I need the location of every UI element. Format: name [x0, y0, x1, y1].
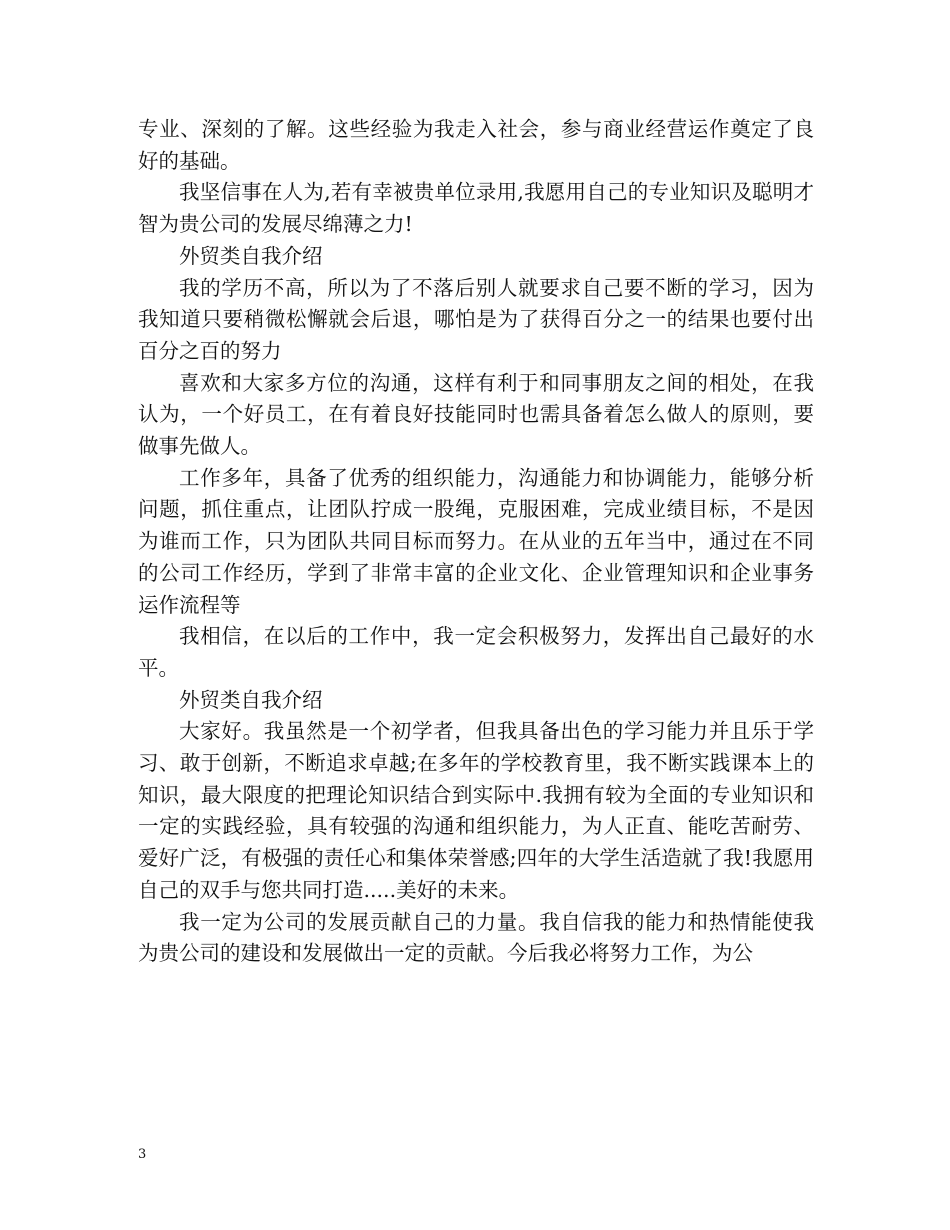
page-number: 3: [138, 1147, 147, 1162]
document-body: [138, 114, 814, 970]
paragraph-2: 我坚信事在人为,若有幸被贵单位录用,我愿用自己的专业知识及聪明才智为贵公司的发展尽绵薄之力!: [138, 180, 814, 237]
paragraph-8: 我一定为公司的发展贡献自己的力量。我自信我的能力和热情能使我为贵公司的建设和发展做出一定的贡献。今后我必将努力工作，为公: [138, 909, 814, 966]
section-heading-2: 外贸类自我介绍: [179, 687, 323, 712]
paragraph-3: 我的学历不高，所以为了不落后别人就要求自己要不断的学习，因为我知道只要稍微松懈就会后退，哪怕是为了获得百分之一的结果也要付出百分之百的努力: [138, 275, 814, 363]
paragraph-4: 喜欢和大家多方位的沟通，这样有利于和同事朋友之间的相处，在我认为，一个好员工，在有着良好技能同时也需具备着怎么做人的原则，要做事先做人。: [138, 370, 814, 459]
paragraph-1: 专业、深刻的了解。这些经验为我走入社会，参与商业经营运作奠定了良好的基础。: [138, 117, 814, 173]
paragraph-7: 大家好。我虽然是一个初学者，但我具备出色的学习能力并且乐于学习、敢于创新，不断追求卓越;在多年的学校教育里，我不断实践课本上的知识，最大限度的把理论知识结合到实际中.我拥有较为全面的专业知识和一定的实践经验，具有较强的沟通和组织能力，为人正直、能吃苦耐劳、爱好广泛，有极强的责任心和集体荣誉感;四年的大学生活造就了我!我愿用自己的双手与您共同打造.....美好的未来。: [138, 719, 814, 902]
paragraph-5: 工作多年，具备了优秀的组织能力，沟通能力和协调能力，能够分析问题，抓住重点，让团队拧成一股绳，克服困难，完成业绩目标，不是因为谁而工作，只为团队共同目标而努力。在从业的五年当中，通过在不同的公司工作经历，学到了非常丰富的企业文化、企业管理知识和企业事务运作流程等: [138, 465, 814, 617]
paragraph-6: 我相信，在以后的工作中，我一定会积极努力，发挥出自己最好的水平。: [138, 624, 814, 680]
section-heading-1: 外贸类自我介绍: [179, 243, 323, 268]
